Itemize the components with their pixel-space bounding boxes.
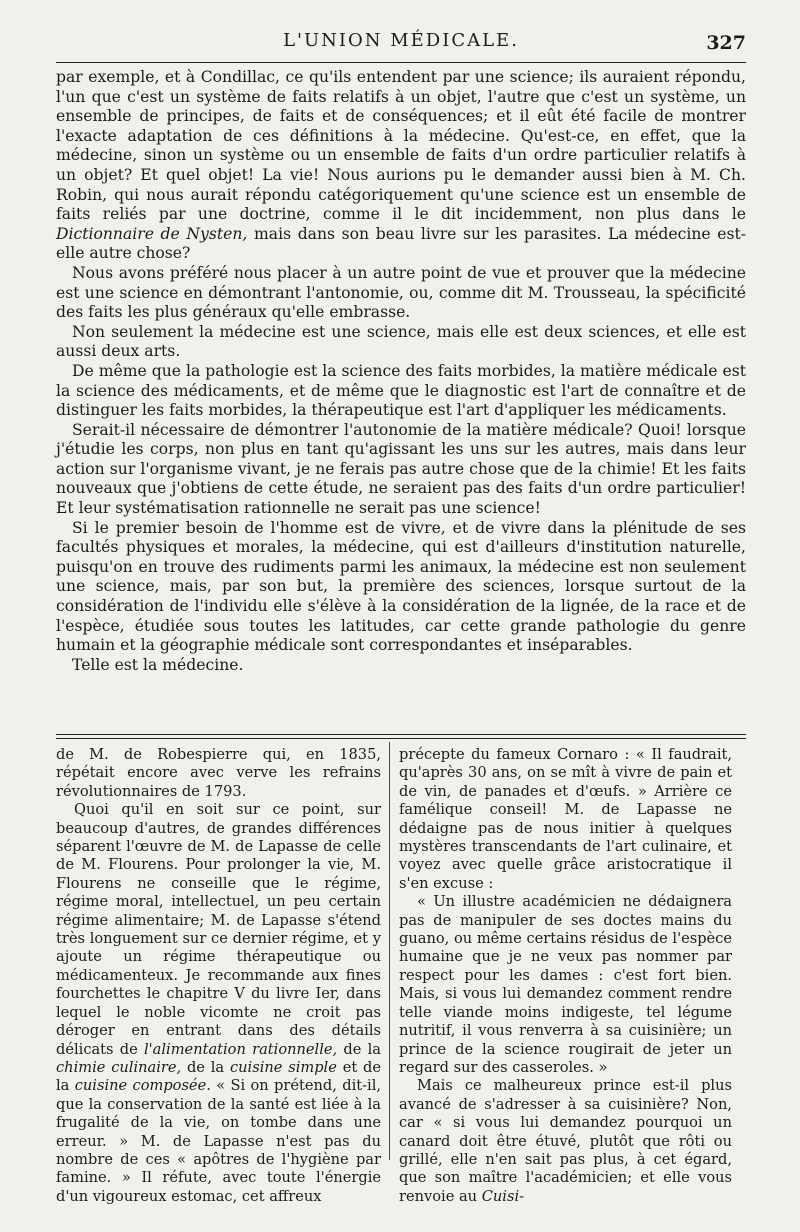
journal-title: L'UNION MÉDICALE. [283,30,519,51]
italic-term: l'alimentation rationnelle, [144,1040,338,1058]
paragraph-text: Mais ce malheureux prince est-il plus avancé de s'adresser à sa cuisinière? Non, car « si vous lui demandez pourquoi un canard doit être étuvé, plutôt que rôti ou grillé, elle n'en sait pas plus, à cet égard, que son maître l'académicien; et elle vous renvoie au [399,1077,732,1205]
italic-term: chimie culinaire, [56,1058,182,1076]
paragraph: De même que la pathologie est la science des faits morbides, la matière médicale est la science des médicaments, et de même que le diagnostic est l'art de connaître et de distinguer les faits morbides, la thérapeutique est l'art d'appliquer les médicaments. [56,361,746,420]
feuilleton-left-column [56,746,381,1206]
paragraph: Si le premier besoin de l'homme est de vivre, et de vivre dans la plénitude de ses facultés physiques et morales, la médecine, qui est d'ailleurs d'institution naturelle, puisqu'on en trouve des rudiments parmi les animaux, la médecine est non seulement une science, mais, par son but, la première des sciences, lorsque surtout de la considération de l'individu elle s'élève à la considération de la lignée, de la race et de l'espèce, étudiée sous toutes les latitudes, car cette grande pathologie du genre humain et la géographie médicale sont correspondantes et inséparables. [56,518,746,655]
paragraph-text: Quoi qu'il en soit sur ce point, sur beaucoup d'autres, de grandes différences séparent l'œuvre de M. de Lapasse de celle de M. Flourens. Pour prolonger la vie, M. Flourens ne conseille que le régime, régime moral, intellectuel, un peu certain régime alimentaire; M. de Lapasse s'étend très longuement sur ce dernier régime, et y ajoute un régime thérapeutique ou médicamenteux. Je recommande aux fines fourchettes le chapitre V du livre Ier, dans lequel le noble vicomte ne croit pas déroger en entrant dans des détails délicats de [56,801,381,1058]
paragraph: « Un illustre académicien ne dédaignera pas de manipuler de ses doctes mains du guano, ou même certains résidus de l'espèce humaine que je ne veux pas nommer par respect pour les dames : c'est fort bien. Mais, si vous lui demandez comment rendre telle viande moins indigeste, tel légume nutritif, il vous renverra à sa cuisinière; un prince de la science rougirait de jeter un regard sur des casseroles. » [399,893,732,1076]
paragraph-text: de la [181,1058,230,1076]
paragraph-text: par exemple, et à Condillac, ce qu'ils entendent par une science; ils auraient répondu, l'un que c'est un système de faits relatifs à un objet, l'autre que c'est un système, un ensemble de principes, de faits et de conséquences; et il eût été facile de montrer l'exacte adaptation de ces définitions à la médecine. Qu'est-ce, en effet, que la médecine, sinon un système ou un ensemble de faits d'un ordre particulier relatifs à un objet? Et quel objet! La vie! Nous aurions pu le demander aussi bien à M. Ch. Robin, qui nous aurait répondu catégoriquement qu'une science est un ensemble de faits reliés par une doctrine, comme il le dit incidemment, non plus dans le [56,68,746,224]
section-rule [56,734,746,735]
paragraph-text: de la [337,1040,381,1058]
header-rule [56,62,746,63]
paragraph: de M. de Robespierre qui, en 1835, répétait encore avec verve les refrains révolutionnaires de 1793. [56,746,381,800]
main-text [56,68,746,675]
italic-term: Cuisi- [481,1187,525,1205]
page-number: 327 [706,32,746,54]
section-rule [56,738,746,739]
paragraph [56,801,381,1206]
feuilleton-right-column [399,746,732,1206]
paragraph: Nous avons préféré nous placer à un autre point de vue et prouver que la médecine est une science en démontrant l'antonomie, ou, comme dit M. Trousseau, la spécificité des faits les plus généraux qu'elle embrasse. [56,263,746,322]
paragraph-text: mais dans son beau livre sur les parasites. La médecine est-elle autre chose? [56,224,747,263]
paragraph: Telle est la médecine. [72,655,244,674]
paragraph: Serait-il nécessaire de démontrer l'autonomie de la matière médicale? Quoi! lorsque j'étudie les corps, non plus en tant qu'agissant les uns sur les autres, mais dans leur action sur l'organisme vivant, je ne ferais pas autre chose que de la chimie! Et les faits nouveaux que j'obtiens de cette étude, ne seraient pas des faits d'un ordre particulier! Et leur systématisation rationnelle ne serait pas une science! [56,420,746,518]
italic-title: Dictionnaire de Nysten, [56,224,248,243]
running-header [56,26,746,60]
paragraph [399,1077,732,1206]
column-divider [389,742,390,1160]
italic-term: cuisine composée. [74,1077,211,1095]
paragraph: Non seulement la médecine est une science, mais elle est deux sciences, et elle est aussi deux arts. [56,322,746,361]
italic-term: cuisine simple [229,1058,337,1076]
paragraph [56,68,746,264]
paragraph-text: « Si on prétend, dit-il, que la conservation de la santé est liée à la frugalité de la vie, on tombe dans une erreur. » M. de Lapasse n'est pas du nombre de ces « apôtres de l'hygiène par famine. » Il réfute, avec toute l'énergie d'un vigoureux estomac, cet affreux [56,1077,382,1205]
paragraph: précepte du fameux Cornaro : « Il faudrait, qu'après 30 ans, on se mît à vivre de pain et de vin, de panades et d'œufs. » Arrière ce famélique conseil! M. de Lapasse ne dédaigne pas de nous initier à quelques mystères transcendants de l'art culinaire, et voyez avec quelle grâce aristocratique il s'en excuse : [399,746,732,892]
paragraph-text: et de la [56,1058,382,1095]
